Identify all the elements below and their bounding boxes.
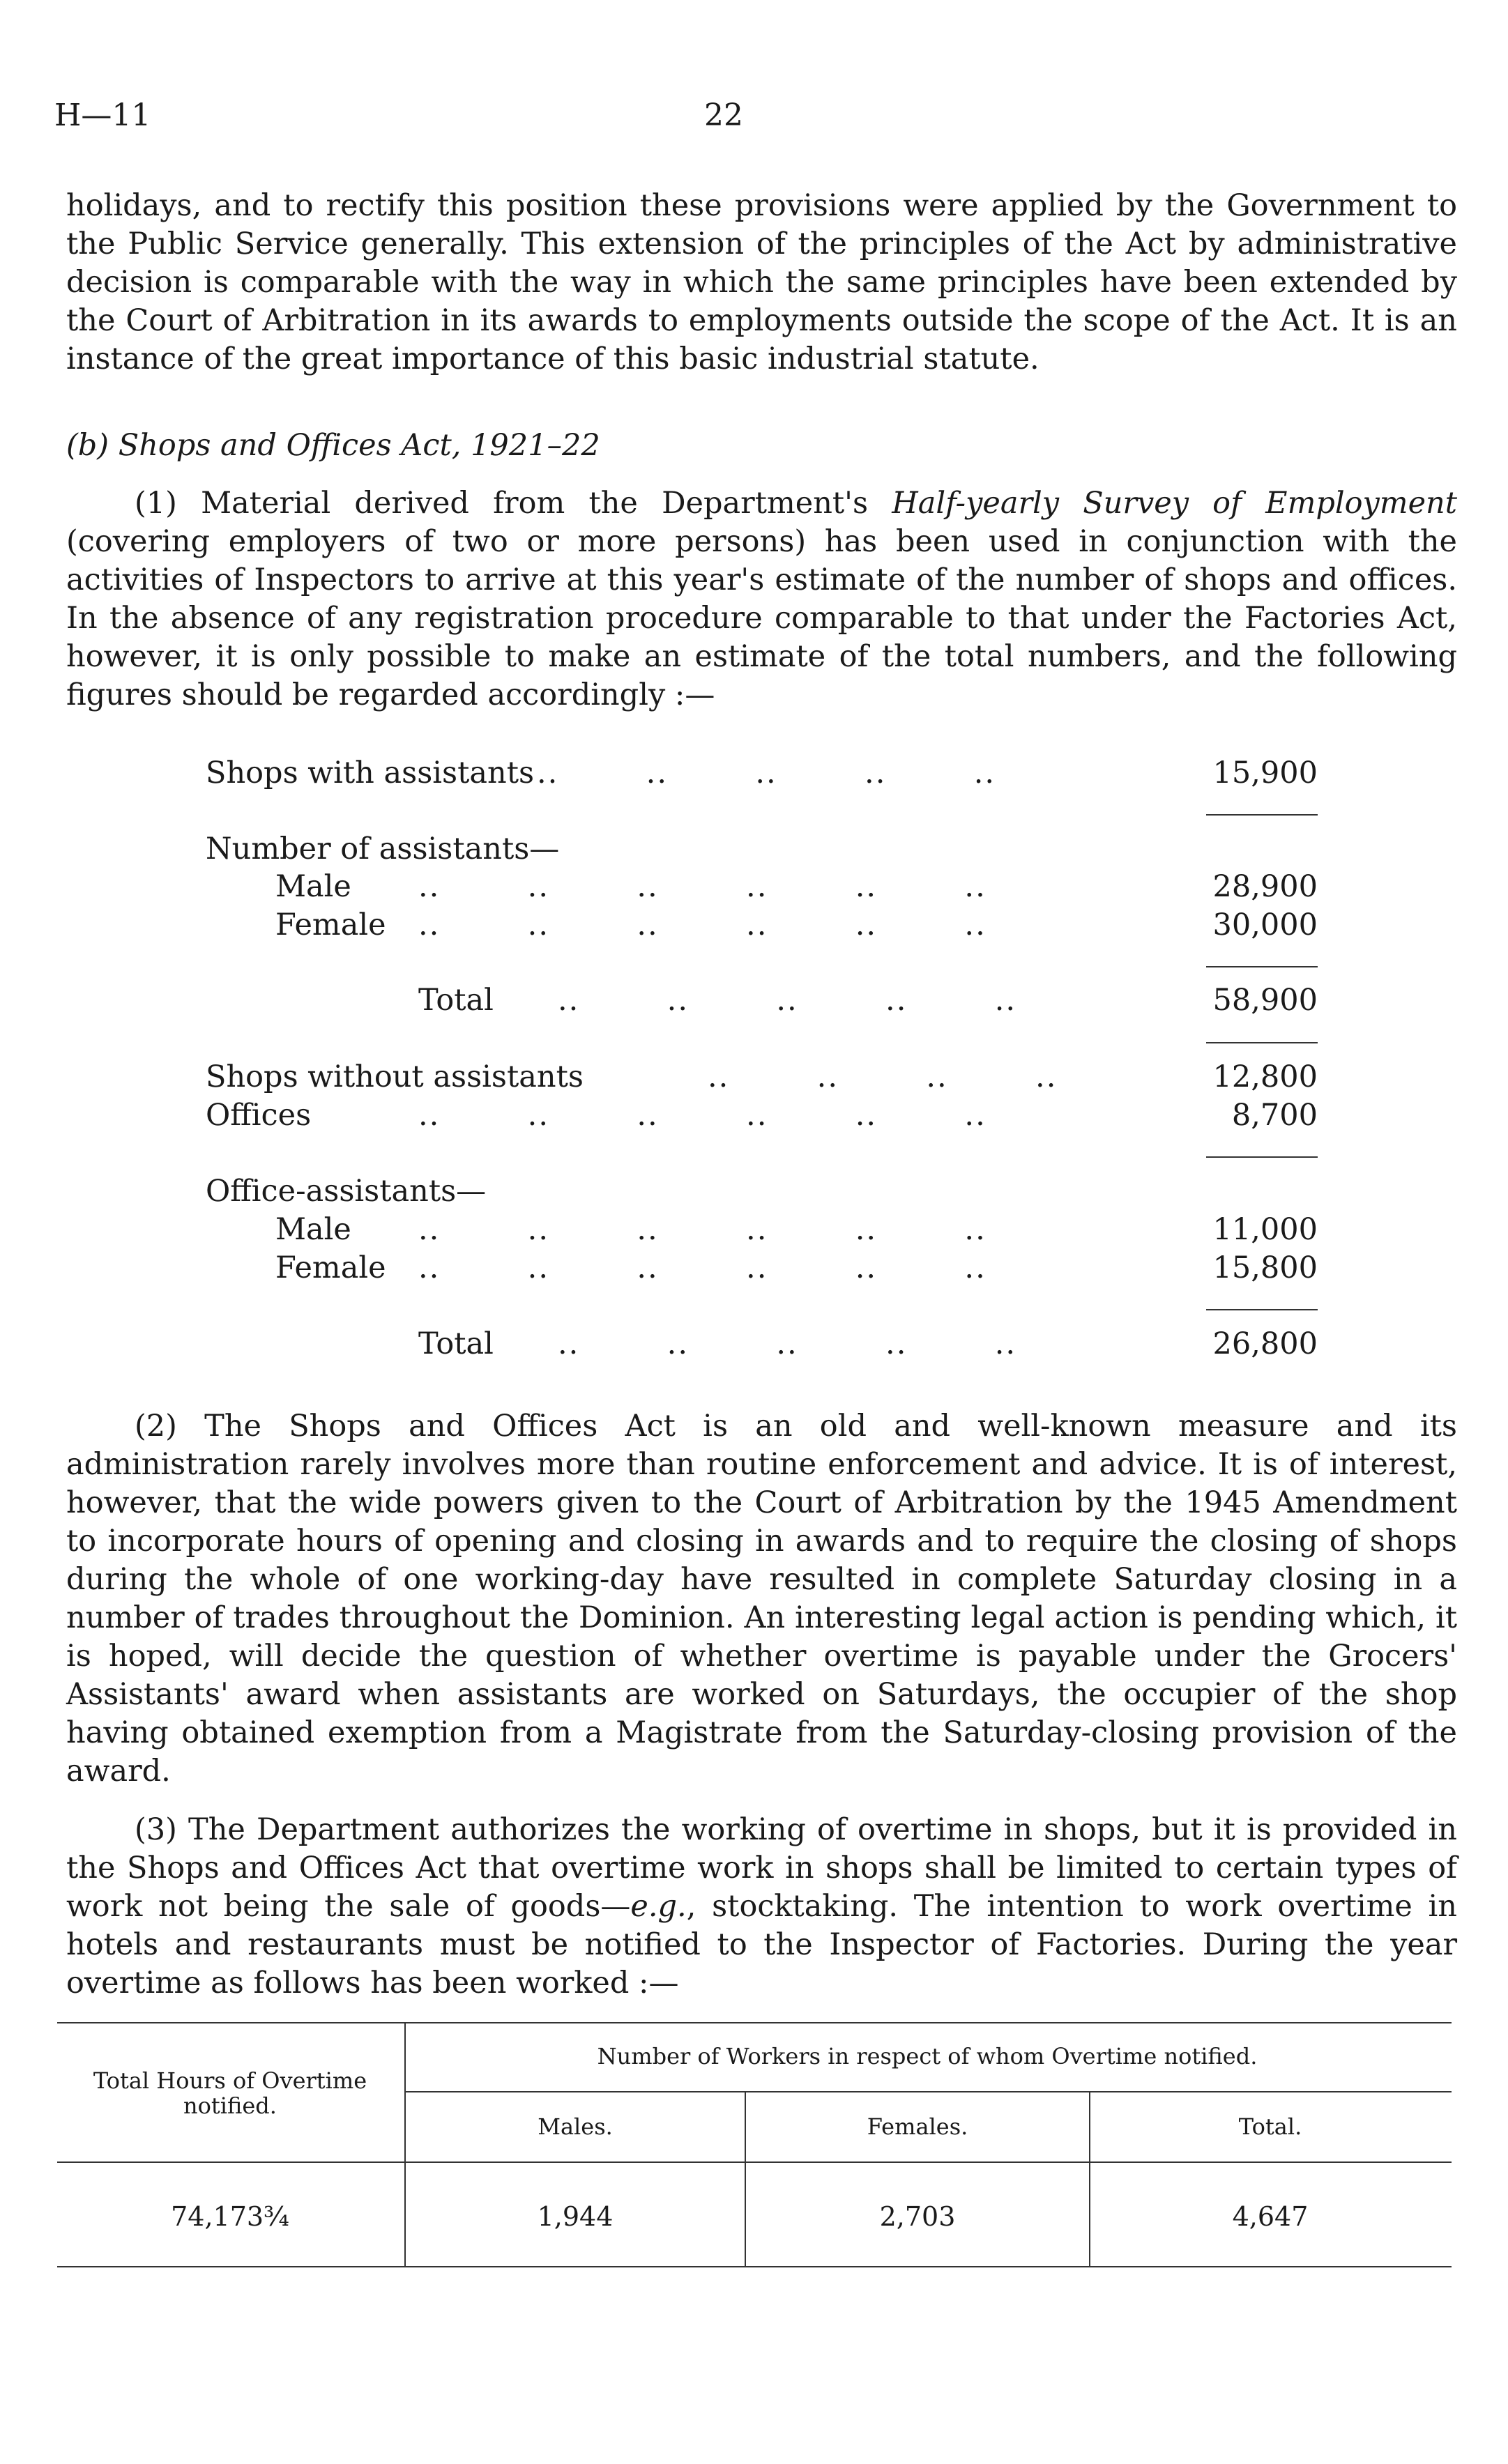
section-b-label: (b) <box>66 428 109 463</box>
table-column-divider <box>404 2163 406 2266</box>
dot-leader: .. .. .. .. .. .. <box>418 1250 987 1285</box>
shops-without-assistants-value: 12,800 <box>1212 1059 1318 1094</box>
dot-leader: .. .. .. .. .. .. <box>418 908 987 942</box>
assistants-male-value: 28,900 <box>1212 869 1318 904</box>
office-total-value: 26,800 <box>1212 1326 1318 1361</box>
paragraph-1-emphasis: Half-yearly Survey of Employment <box>892 486 1458 521</box>
cell-hours: 74,173¾ <box>171 2201 289 2232</box>
paragraph-3 <box>66 1811 1457 2003</box>
table-bottom-rule <box>57 2266 1452 2267</box>
office-male-value: 11,000 <box>1212 1212 1318 1247</box>
table-column-divider <box>404 2023 406 2163</box>
column-header-males: Males. <box>538 2113 613 2140</box>
table-column-divider <box>745 2163 746 2266</box>
paragraph-3-lead: (3) The Department authorizes the working of overtime in shops, but it is provided in the Shops and Offices Act that overtime work in shops shall be limited to certain types of work not being the sale of goods— <box>66 1812 1457 1924</box>
column-header-hours: Total Hours of Overtime notified. <box>93 2067 367 2119</box>
shops-without-assistants-label: Shops without assistants <box>206 1059 584 1094</box>
dot-leader: .. .. .. .. .. <box>558 983 1017 1018</box>
paragraph-1-rest: (covering employers of two or more persons) has been used in conjunction with the activities of Inspectors to arrive at this year's estimate of the number of shops and offices. In the absence of any registration procedure comparable to that under the Factories Act, however, it is only possible to make an estimate of the total numbers, and the following figures should be regarded accordingly :— <box>66 524 1457 712</box>
rule <box>1206 1042 1318 1043</box>
dot-leader: .. .. .. .. <box>708 1059 1058 1094</box>
dot-leader: .. .. .. .. .. .. <box>418 1098 987 1133</box>
cell-females: 2,703 <box>879 2201 956 2232</box>
table-column-divider <box>1089 2092 1090 2163</box>
paragraph-1 <box>66 484 1457 714</box>
assistants-male-label: Male <box>275 869 351 904</box>
paragraph-3-emphasis: e.g. <box>630 1889 687 1924</box>
office-male-label: Male <box>275 1212 351 1247</box>
document-reference: H—11 <box>54 98 151 133</box>
offices-value: 8,700 <box>1231 1098 1318 1133</box>
assistants-heading: Number of assistants— <box>206 832 560 866</box>
table-header-rule <box>57 2161 1452 2163</box>
cell-males: 1,944 <box>537 2201 614 2232</box>
office-female-value: 15,800 <box>1212 1250 1318 1285</box>
paragraph-1-lead: (1) Material derived from the Department's <box>135 486 892 521</box>
paragraph-2: (2) The Shops and Offices Act is an old and well-known measure and its administration rarely involves more than routine enforcement and advice. It is of interest, however, that the wide powers given to the Court of Arbitration by the 1945 Amendment to incorporate hours of opening and closing in awards and to require the closing of shops during the whole of one working-day have resulted in complete Saturday closing in a number of trades throughout the Dominion. An interesting legal action is pending which, it is hoped, will decide the question of whether overtime is payable under the Grocers' Assistants' award when assistants are worked on Saturdays, the occupier of the shop having obtained exemption from a Magistrate from the Saturday-closing provision of the award. <box>66 1409 1457 1789</box>
assistants-female-value: 30,000 <box>1212 908 1318 942</box>
paragraph-3-rest: , stocktaking. The intention to work overtime in hotels and restaurants must be notified to the Inspector of Factories. During the year overtime as follows has been worked :— <box>66 1889 1457 2000</box>
rule <box>1206 966 1318 967</box>
table-top-rule <box>57 2022 1452 2023</box>
column-header-females: Females. <box>867 2113 968 2140</box>
assistants-female-label: Female <box>275 908 386 942</box>
intro-paragraph: holidays, and to rectify this position these provisions were applied by the Government to the Public Service generally. This extension of the principles of the Act by administrative decision is comparable with the way in which the same principles have been extended by the Court of Arbitration in its awards to employments outside the scope of the Act. It is an instance of the great importance of this basic industrial statute. <box>66 188 1457 376</box>
section-b-title: Shops and Offices Act, 1921–22 <box>118 428 600 463</box>
rule <box>1206 814 1318 816</box>
table-column-divider <box>1089 2163 1090 2266</box>
shops-with-assistants-label: Shops with assistants <box>206 756 535 790</box>
dot-leader: .. .. .. .. .. .. <box>418 1212 987 1247</box>
dot-leader: .. .. .. .. .. <box>558 1326 1017 1361</box>
assistants-total-label: Total <box>418 983 494 1018</box>
column-header-total: Total. <box>1238 2113 1302 2140</box>
office-female-label: Female <box>275 1250 386 1285</box>
page-number: 22 <box>704 98 743 133</box>
office-total-label: Total <box>418 1326 494 1361</box>
dot-leader: .. .. .. .. .. .. <box>418 869 987 904</box>
shops-with-assistants-value: 15,900 <box>1212 756 1318 790</box>
office-assistants-heading: Office-assistants— <box>206 1174 487 1209</box>
section-b-heading <box>66 428 600 463</box>
rule <box>1206 1309 1318 1310</box>
group-header-workers: Number of Workers in respect of whom Overtime notified. <box>597 2043 1258 2069</box>
offices-label: Offices <box>206 1098 312 1133</box>
assistants-total-value: 58,900 <box>1212 983 1318 1018</box>
table-column-divider <box>745 2092 746 2163</box>
table-subheader-rule <box>404 2091 1452 2092</box>
cell-total: 4,647 <box>1232 2201 1309 2232</box>
dot-leader: .. .. .. .. .. <box>537 756 996 790</box>
rule <box>1206 1156 1318 1158</box>
